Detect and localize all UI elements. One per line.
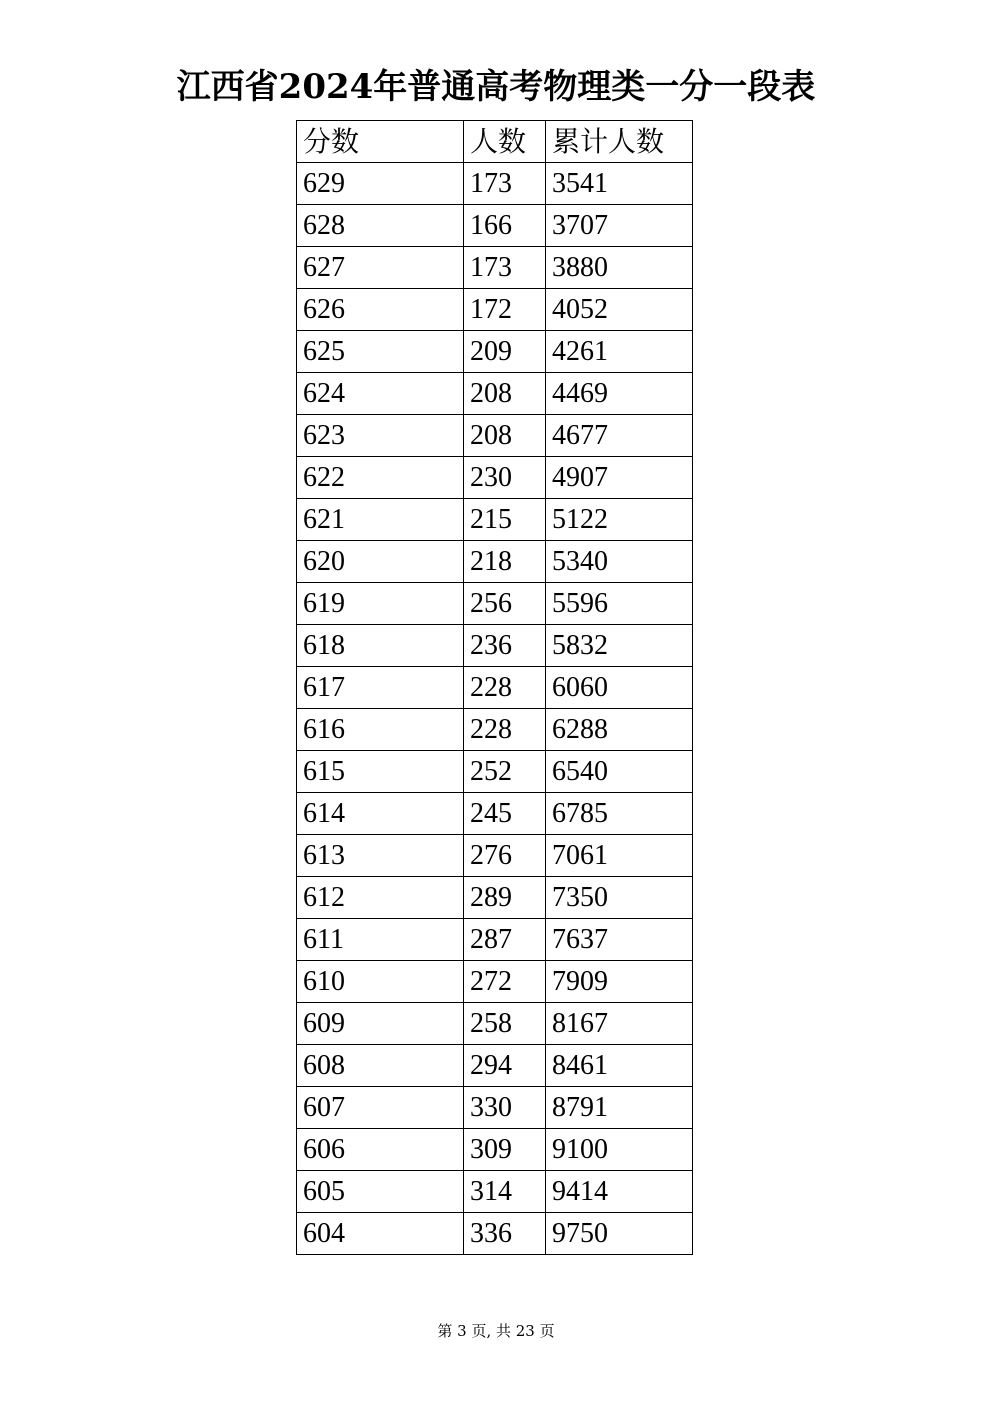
cell-score: 621 xyxy=(297,499,464,541)
cell-count: 166 xyxy=(464,205,546,247)
table-row xyxy=(297,247,693,289)
cell-cumulative: 4261 xyxy=(546,331,693,373)
cell-score: 627 xyxy=(297,247,464,289)
cell-score: 618 xyxy=(297,625,464,667)
cell-score: 605 xyxy=(297,1171,464,1213)
cell-cumulative: 4907 xyxy=(546,457,693,499)
cell-count: 294 xyxy=(464,1045,546,1087)
table-row xyxy=(297,625,693,667)
table-body xyxy=(297,163,693,1255)
cell-count: 230 xyxy=(464,457,546,499)
cell-cumulative: 7909 xyxy=(546,961,693,1003)
table-row xyxy=(297,415,693,457)
table-row xyxy=(297,289,693,331)
cell-count: 330 xyxy=(464,1087,546,1129)
cell-count: 245 xyxy=(464,793,546,835)
table-row xyxy=(297,1213,693,1255)
cell-count: 276 xyxy=(464,835,546,877)
cell-count: 173 xyxy=(464,163,546,205)
cell-score: 608 xyxy=(297,1045,464,1087)
cell-cumulative: 8791 xyxy=(546,1087,693,1129)
cell-cumulative: 4052 xyxy=(546,289,693,331)
table-row xyxy=(297,583,693,625)
cell-count: 228 xyxy=(464,667,546,709)
cell-count: 256 xyxy=(464,583,546,625)
cell-score: 624 xyxy=(297,373,464,415)
table-row xyxy=(297,751,693,793)
cell-count: 258 xyxy=(464,1003,546,1045)
table-row xyxy=(297,667,693,709)
header-count: 人数 xyxy=(464,121,546,163)
cell-count: 209 xyxy=(464,331,546,373)
cell-score: 616 xyxy=(297,709,464,751)
cell-count: 215 xyxy=(464,499,546,541)
cell-count: 289 xyxy=(464,877,546,919)
cell-cumulative: 9414 xyxy=(546,1171,693,1213)
table-row xyxy=(297,499,693,541)
table-header-row xyxy=(297,121,693,163)
cell-count: 272 xyxy=(464,961,546,1003)
cell-count: 236 xyxy=(464,625,546,667)
header-score: 分数 xyxy=(297,121,464,163)
table-row xyxy=(297,1045,693,1087)
cell-cumulative: 6288 xyxy=(546,709,693,751)
cell-score: 604 xyxy=(297,1213,464,1255)
page-title: 江西省2024年普通高考物理类一分一段表 xyxy=(176,67,816,107)
cell-score: 610 xyxy=(297,961,464,1003)
table-row xyxy=(297,541,693,583)
cell-cumulative: 5122 xyxy=(546,499,693,541)
cell-score: 622 xyxy=(297,457,464,499)
table-row xyxy=(297,835,693,877)
cell-score: 617 xyxy=(297,667,464,709)
cell-score: 613 xyxy=(297,835,464,877)
cell-cumulative: 3541 xyxy=(546,163,693,205)
cell-score: 612 xyxy=(297,877,464,919)
cell-count: 172 xyxy=(464,289,546,331)
cell-cumulative: 9750 xyxy=(546,1213,693,1255)
table-row xyxy=(297,961,693,1003)
cell-cumulative: 5596 xyxy=(546,583,693,625)
cell-score: 606 xyxy=(297,1129,464,1171)
cell-count: 218 xyxy=(464,541,546,583)
cell-cumulative: 3707 xyxy=(546,205,693,247)
header-cumulative: 累计人数 xyxy=(546,121,693,163)
table-row xyxy=(297,1129,693,1171)
cell-cumulative: 6060 xyxy=(546,667,693,709)
page-footer: 第 3 页, 共 23 页 xyxy=(437,1322,555,1340)
cell-score: 623 xyxy=(297,415,464,457)
cell-cumulative: 6785 xyxy=(546,793,693,835)
cell-score: 615 xyxy=(297,751,464,793)
cell-score: 611 xyxy=(297,919,464,961)
cell-cumulative: 5340 xyxy=(546,541,693,583)
cell-count: 208 xyxy=(464,373,546,415)
cell-count: 336 xyxy=(464,1213,546,1255)
table-row xyxy=(297,877,693,919)
table-row xyxy=(297,163,693,205)
cell-count: 309 xyxy=(464,1129,546,1171)
cell-cumulative: 6540 xyxy=(546,751,693,793)
table-row xyxy=(297,373,693,415)
cell-score: 620 xyxy=(297,541,464,583)
table-row xyxy=(297,1003,693,1045)
cell-score: 626 xyxy=(297,289,464,331)
cell-count: 287 xyxy=(464,919,546,961)
cell-cumulative: 3880 xyxy=(546,247,693,289)
table-row xyxy=(297,457,693,499)
table-row xyxy=(297,1087,693,1129)
cell-count: 173 xyxy=(464,247,546,289)
cell-cumulative: 7061 xyxy=(546,835,693,877)
cell-count: 228 xyxy=(464,709,546,751)
cell-score: 628 xyxy=(297,205,464,247)
cell-count: 314 xyxy=(464,1171,546,1213)
cell-score: 625 xyxy=(297,331,464,373)
cell-score: 609 xyxy=(297,1003,464,1045)
cell-score: 629 xyxy=(297,163,464,205)
cell-cumulative: 9100 xyxy=(546,1129,693,1171)
cell-cumulative: 7637 xyxy=(546,919,693,961)
cell-cumulative: 5832 xyxy=(546,625,693,667)
cell-cumulative: 4677 xyxy=(546,415,693,457)
cell-score: 614 xyxy=(297,793,464,835)
table-row xyxy=(297,331,693,373)
cell-count: 208 xyxy=(464,415,546,457)
table-row xyxy=(297,709,693,751)
score-table xyxy=(296,120,693,1255)
cell-cumulative: 7350 xyxy=(546,877,693,919)
cell-cumulative: 8461 xyxy=(546,1045,693,1087)
table-row xyxy=(297,205,693,247)
cell-score: 619 xyxy=(297,583,464,625)
cell-cumulative: 8167 xyxy=(546,1003,693,1045)
table-row xyxy=(297,793,693,835)
table-row xyxy=(297,1171,693,1213)
cell-count: 252 xyxy=(464,751,546,793)
cell-score: 607 xyxy=(297,1087,464,1129)
table-row xyxy=(297,919,693,961)
cell-cumulative: 4469 xyxy=(546,373,693,415)
